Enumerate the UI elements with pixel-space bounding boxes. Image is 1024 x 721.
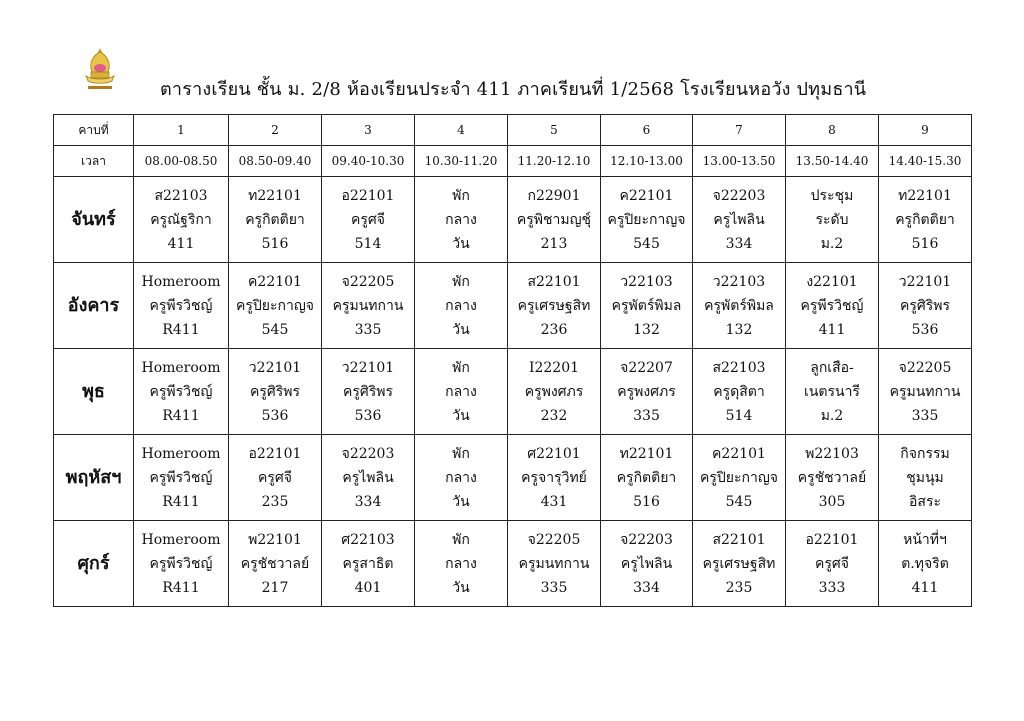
class-cell: [322, 263, 415, 349]
day-row: [54, 177, 972, 263]
teacher-name: กลาง: [445, 555, 477, 572]
teacher-name: ครูศจี: [815, 555, 849, 572]
class-cell: [415, 263, 508, 349]
room-number: ม.2: [820, 235, 844, 252]
room-number: 335: [540, 579, 568, 596]
room-number: 132: [633, 321, 660, 338]
subject-code: พ22101: [248, 531, 302, 548]
timetable: [53, 114, 972, 607]
subject-code: Homeroom: [141, 445, 221, 462]
class-cell: [415, 349, 508, 435]
day-label: พฤหัสฯ: [54, 435, 134, 521]
subject-code: ค22101: [712, 445, 766, 462]
room-number: 536: [354, 407, 382, 424]
room-number: 333: [818, 579, 846, 596]
room-number: 213: [540, 235, 568, 252]
day-label: อังคาร: [54, 263, 134, 349]
teacher-name: ครูปิยะกาญจ: [236, 297, 314, 314]
subject-code: ว22101: [898, 273, 952, 290]
class-cell: [415, 521, 508, 607]
class-cell: [134, 435, 229, 521]
subject-code: ศ22101: [527, 445, 581, 462]
room-number: 411: [167, 235, 195, 252]
class-cell: [879, 263, 972, 349]
class-cell: [134, 349, 229, 435]
room-number: 411: [818, 321, 846, 338]
class-cell: [508, 263, 601, 349]
time-label: เวลา: [54, 146, 134, 177]
class-cell: [508, 177, 601, 263]
room-number: 516: [261, 235, 289, 252]
teacher-name: กลาง: [445, 211, 477, 228]
teacher-name: ชุมนุม: [906, 469, 944, 486]
subject-code: ว22101: [248, 359, 302, 376]
room-number: 514: [725, 407, 753, 424]
day-row: [54, 349, 972, 435]
room-number: วัน: [452, 321, 470, 338]
class-cell: [508, 521, 601, 607]
class-cell: [322, 521, 415, 607]
day-label: ศุกร์: [54, 521, 134, 607]
class-cell: [879, 435, 972, 521]
subject-code: ค22101: [619, 187, 674, 204]
room-number: R411: [162, 579, 200, 596]
teacher-name: ครูพีรวิชญ์: [149, 297, 213, 314]
room-number: 236: [540, 321, 568, 338]
period-number: 3: [322, 115, 415, 146]
class-cell: [693, 521, 786, 607]
subject-code: ว22103: [712, 273, 766, 290]
time-slot: 10.30-11.20: [415, 146, 508, 177]
class-cell: [786, 521, 879, 607]
subject-code: ค22101: [248, 273, 302, 290]
teacher-name: ครูมนทกาน: [332, 297, 404, 314]
subject-code: จ22203: [712, 187, 766, 204]
room-number: 235: [725, 579, 753, 596]
teacher-name: ครูเศรษฐสิท: [517, 297, 591, 314]
class-cell: [229, 349, 322, 435]
room-number: 545: [261, 321, 289, 338]
room-number: วัน: [452, 407, 470, 424]
teacher-name: ครูไพลิน: [342, 469, 394, 486]
teacher-name: กลาง: [445, 297, 477, 314]
room-number: 334: [725, 235, 753, 252]
subject-code: ส22103: [712, 359, 766, 376]
teacher-name: ครูปิยะกาญจ: [607, 211, 686, 228]
room-number: 431: [540, 493, 568, 510]
subject-code: ส22101: [712, 531, 766, 548]
teacher-name: ครูศิริพร: [249, 383, 301, 400]
class-cell: [229, 521, 322, 607]
period-number: 9: [879, 115, 972, 146]
teacher-name: ครูกิตติยา: [895, 211, 955, 228]
period-row: [54, 115, 972, 146]
room-number: 232: [540, 407, 568, 424]
room-number: 536: [261, 407, 289, 424]
room-number: 235: [261, 493, 289, 510]
subject-code: Homeroom: [141, 359, 221, 376]
period-number: 6: [601, 115, 693, 146]
day-label: พุธ: [54, 349, 134, 435]
teacher-name: ครูกิตติยา: [616, 469, 677, 486]
time-slot: 13.50-14.40: [786, 146, 879, 177]
page-title: ตารางเรียน ชั้น ม. 2/8 ห้องเรียนประจำ 411 ภาคเรียนที่ 1/2568 โรงเรียนหอวัง ปทุมธานี: [160, 79, 867, 100]
teacher-name: ครูพัตร์พิมล: [611, 297, 682, 314]
class-cell: [134, 177, 229, 263]
room-number: 335: [633, 407, 660, 424]
time-slot: 11.20-12.10: [508, 146, 601, 177]
class-cell: [229, 435, 322, 521]
room-number: 545: [633, 235, 660, 252]
subject-code: หน้าที่ฯ: [903, 531, 947, 548]
period-number: 5: [508, 115, 601, 146]
day-row: [54, 263, 972, 349]
subject-code: พัก: [452, 187, 470, 204]
subject-code: I22201: [528, 359, 580, 376]
subject-code: พัก: [452, 445, 470, 462]
room-number: 516: [633, 493, 660, 510]
period-number: 1: [134, 115, 229, 146]
class-cell: [322, 435, 415, 521]
teacher-name: ครูดุสิตา: [713, 383, 765, 400]
class-cell: [693, 435, 786, 521]
class-cell: [508, 349, 601, 435]
teacher-name: เนตรนารี: [804, 383, 860, 400]
teacher-name: กลาง: [445, 383, 477, 400]
subject-code: พ22103: [805, 445, 859, 462]
subject-code: จ22205: [527, 531, 581, 548]
subject-code: กิจกรรม: [900, 445, 950, 462]
period-label: คาบที่: [54, 115, 134, 146]
subject-code: พัก: [452, 531, 470, 548]
teacher-name: ครูสาธิต: [342, 555, 394, 572]
time-slot: 08.50-09.40: [229, 146, 322, 177]
period-number: 4: [415, 115, 508, 146]
class-cell: [415, 435, 508, 521]
class-cell: [601, 349, 693, 435]
teacher-name: ครูมนทกาน: [889, 383, 961, 400]
teacher-name: ครูพีรวิชญ์: [149, 555, 213, 572]
subject-code: พัก: [452, 359, 470, 376]
subject-code: ง22101: [806, 273, 858, 290]
teacher-name: ครูพงศภร: [617, 383, 676, 400]
class-cell: [786, 349, 879, 435]
class-cell: [693, 349, 786, 435]
teacher-name: ครูไพลิน: [620, 555, 673, 572]
teacher-name: ครูศิริพร: [342, 383, 394, 400]
teacher-name: ครูไพลิน: [713, 211, 765, 228]
room-number: 335: [354, 321, 382, 338]
class-cell: [601, 435, 693, 521]
class-cell: [786, 263, 879, 349]
period-number: 8: [786, 115, 879, 146]
day-row: [54, 521, 972, 607]
class-cell: [229, 263, 322, 349]
time-slot: 14.40-15.30: [879, 146, 972, 177]
class-cell: [508, 435, 601, 521]
teacher-name: ครูพีรวิชญ์: [149, 383, 213, 400]
subject-code: อ22101: [805, 531, 859, 548]
subject-code: อ22101: [248, 445, 302, 462]
time-slot: 13.00-13.50: [693, 146, 786, 177]
subject-code: ว22101: [341, 359, 395, 376]
teacher-name: ระดับ: [815, 211, 849, 228]
room-number: 335: [911, 407, 939, 424]
room-number: 305: [818, 493, 846, 510]
teacher-name: ครูมนทกาน: [518, 555, 590, 572]
teacher-name: ต.ทุจริต: [901, 555, 949, 572]
subject-code: Homeroom: [141, 531, 221, 548]
teacher-name: ครูปิยะกาญจ: [700, 469, 778, 486]
room-number: 334: [354, 493, 382, 510]
teacher-name: ครูพงศภร: [524, 383, 584, 400]
room-number: R411: [162, 493, 200, 510]
class-cell: [601, 177, 693, 263]
room-number: 516: [911, 235, 939, 252]
room-number: 132: [725, 321, 753, 338]
room-number: 514: [354, 235, 382, 252]
room-number: 411: [911, 579, 939, 596]
day-row: [54, 435, 972, 521]
subject-code: ส22101: [527, 273, 581, 290]
subject-code: พัก: [452, 273, 470, 290]
room-number: 217: [261, 579, 289, 596]
subject-code: ลูกเสือ-: [810, 359, 854, 376]
teacher-name: ครูศจี: [258, 469, 292, 486]
teacher-name: ครูเศรษฐสิท: [702, 555, 776, 572]
subject-code: ท22101: [619, 445, 674, 462]
subject-code: ว22103: [620, 273, 673, 290]
room-number: 401: [354, 579, 382, 596]
subject-code: จ22203: [620, 531, 673, 548]
room-number: 536: [911, 321, 939, 338]
class-cell: [229, 177, 322, 263]
teacher-name: ครูณัฐริกา: [150, 211, 212, 228]
room-number: R411: [162, 321, 200, 338]
room-number: วัน: [452, 235, 470, 252]
subject-code: อ22101: [341, 187, 395, 204]
class-cell: [322, 177, 415, 263]
class-cell: [601, 521, 693, 607]
class-cell: [134, 521, 229, 607]
subject-code: ประชุม: [810, 187, 854, 204]
teacher-name: ครูพีรวิชญ์: [800, 297, 864, 314]
class-cell: [693, 263, 786, 349]
period-number: 7: [693, 115, 786, 146]
teacher-name: กลาง: [445, 469, 477, 486]
subject-code: จ22205: [898, 359, 952, 376]
time-slot: 12.10-13.00: [601, 146, 693, 177]
class-cell: [415, 177, 508, 263]
teacher-name: ครูชัชวาลย์: [797, 469, 867, 486]
class-cell: [134, 263, 229, 349]
class-cell: [786, 177, 879, 263]
teacher-name: ครูศิริพร: [899, 297, 951, 314]
subject-code: จ22203: [341, 445, 395, 462]
subject-code: ท22101: [248, 187, 302, 204]
time-slot: 08.00-08.50: [134, 146, 229, 177]
class-cell: [322, 349, 415, 435]
subject-code: จ22207: [620, 359, 673, 376]
subject-code: ส22103: [154, 187, 208, 204]
class-cell: [693, 177, 786, 263]
time-row: [54, 146, 972, 177]
room-number: วัน: [452, 579, 470, 596]
school-emblem-icon: [80, 46, 120, 92]
teacher-name: ครูกิตติยา: [245, 211, 305, 228]
room-number: อิสระ: [909, 493, 941, 510]
room-number: ม.2: [820, 407, 844, 424]
class-cell: [879, 521, 972, 607]
room-number: 545: [725, 493, 753, 510]
teacher-name: ครูพิชามญชุ์: [516, 211, 592, 228]
class-cell: [786, 435, 879, 521]
day-label: จันทร์: [54, 177, 134, 263]
teacher-name: ครูพีรวิชญ์: [149, 469, 213, 486]
subject-code: จ22205: [341, 273, 395, 290]
class-cell: [879, 349, 972, 435]
teacher-name: ครูพัตร์พิมล: [704, 297, 774, 314]
teacher-name: ครูศจี: [351, 211, 385, 228]
class-cell: [601, 263, 693, 349]
time-slot: 09.40-10.30: [322, 146, 415, 177]
class-cell: [879, 177, 972, 263]
subject-code: ก22901: [527, 187, 581, 204]
room-number: 334: [633, 579, 660, 596]
room-number: วัน: [452, 493, 470, 510]
period-number: 2: [229, 115, 322, 146]
teacher-name: ครูจารุวิทย์: [521, 469, 587, 486]
subject-code: Homeroom: [141, 273, 221, 290]
subject-code: ท22101: [898, 187, 952, 204]
room-number: R411: [162, 407, 200, 424]
subject-code: ศ22103: [341, 531, 395, 548]
teacher-name: ครูชัชวาลย์: [240, 555, 310, 572]
